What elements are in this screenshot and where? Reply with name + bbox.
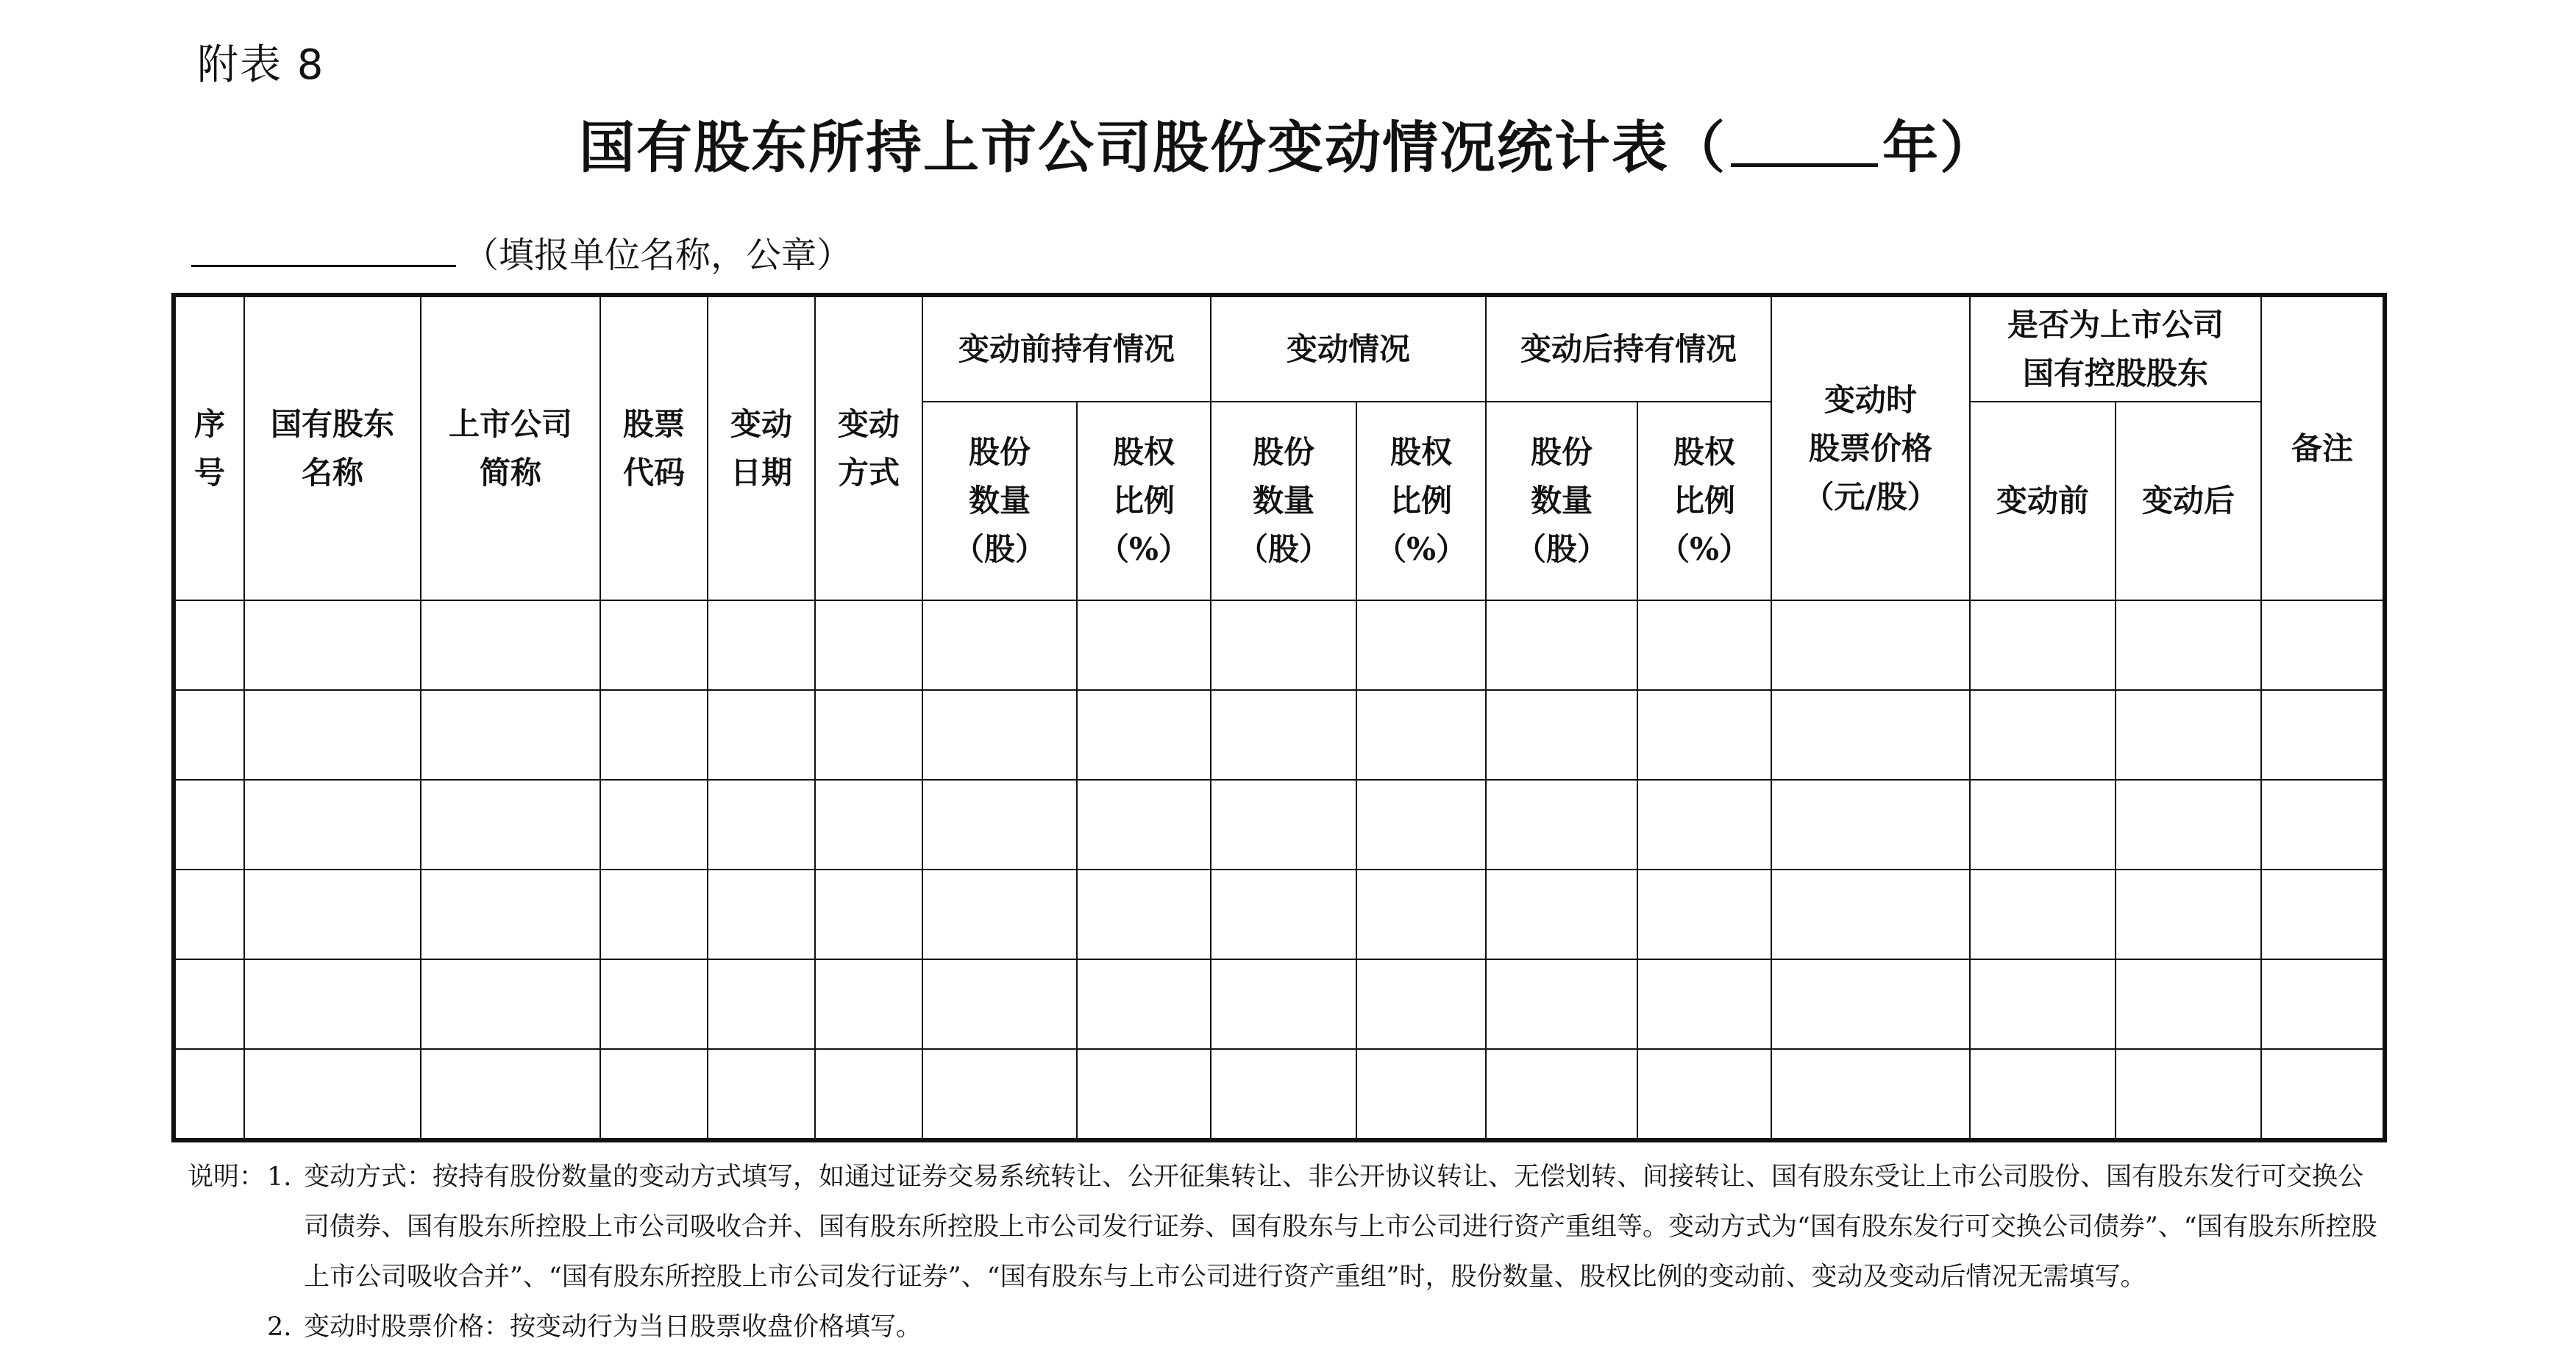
table-cell[interactable] [2261, 780, 2385, 870]
header-before-shares: 股份 数量 （股） [922, 402, 1077, 600]
table-cell[interactable] [1486, 1049, 1637, 1140]
table-row [174, 780, 2385, 870]
table-cell[interactable] [2116, 780, 2261, 870]
table-cell[interactable] [1211, 600, 1356, 690]
table-cell[interactable] [2261, 690, 2385, 780]
table-cell[interactable] [1771, 870, 1970, 959]
header-after-shares: 股份 数量 （股） [1486, 402, 1637, 600]
title-suffix: 年） [1882, 115, 1997, 180]
table-cell[interactable] [1970, 959, 2116, 1049]
filing-unit-line [191, 227, 852, 277]
table-cell[interactable] [708, 870, 815, 959]
table-cell[interactable] [600, 690, 708, 780]
title-prefix: 国有股东所持上市公司股份变动情况统计表（ [579, 115, 1726, 180]
table-cell[interactable] [922, 1049, 1077, 1140]
table-cell[interactable] [1077, 600, 1211, 690]
table-cell[interactable] [1077, 1049, 1211, 1140]
header-change-method: 变动 方式 [815, 295, 922, 600]
table-cell[interactable] [1970, 600, 2116, 690]
table-cell[interactable] [1211, 690, 1356, 780]
table-cell[interactable] [1637, 600, 1771, 690]
page-title [0, 103, 2576, 183]
table-cell[interactable] [1356, 1049, 1486, 1140]
table-body [174, 600, 2385, 1140]
note-item [188, 1152, 2380, 1302]
table-cell[interactable] [2116, 959, 2261, 1049]
note-text: 变动方式：按持有股份数量的变动方式填写，如通过证券交易系统转让、公开征集转让、非公开协议转让、无偿划转、间接转让、国有股东受让上市公司股份、国有股东发行可交换公司债券、国有股东所控股上市公司吸收合并、国有股东所控股上市公司发行证券、国有股东与上市公司进行资产重组等。变动方式为“国有股东发行可交换公司债券”、“国有股东所控股上市公司吸收合并”、“国有股东所控股上市公司发行证券”、“国有股东与上市公司进行资产重组”时，股份数量、股权比例的变动前、变动及变动后情况无需填写。 [304, 1162, 2377, 1292]
table-cell[interactable] [2116, 690, 2261, 780]
table-cell[interactable] [421, 959, 600, 1049]
table-cell[interactable] [174, 870, 244, 959]
table-cell[interactable] [1771, 780, 1970, 870]
header-stock-price: 变动时 股票价格 （元/股） [1771, 295, 1970, 600]
filing-unit-blank [191, 235, 456, 267]
table-cell[interactable] [1637, 959, 1771, 1049]
table-cell[interactable] [600, 600, 708, 690]
table-cell[interactable] [244, 959, 421, 1049]
table-row [174, 870, 2385, 959]
table-cell[interactable] [2116, 600, 2261, 690]
table-cell[interactable] [421, 870, 600, 959]
table-cell[interactable] [600, 870, 708, 959]
header-before-holding: 变动前持有情况 [922, 295, 1211, 402]
table-cell[interactable] [1356, 600, 1486, 690]
table-cell[interactable] [1211, 1049, 1356, 1140]
table-cell[interactable] [1486, 870, 1637, 959]
note-number: 2. [267, 1312, 292, 1342]
table-cell[interactable] [815, 780, 922, 870]
table-cell[interactable] [600, 780, 708, 870]
header-after-ratio: 股权 比例 （%） [1637, 402, 1771, 600]
header-change-date: 变动 日期 [708, 295, 815, 600]
table-cell[interactable] [708, 1049, 815, 1140]
table-cell[interactable] [1637, 1049, 1771, 1140]
table-cell[interactable] [1077, 780, 1211, 870]
table-cell[interactable] [2261, 1049, 2385, 1140]
table-cell[interactable] [2261, 870, 2385, 959]
table-cell[interactable] [1970, 780, 2116, 870]
table-cell[interactable] [922, 959, 1077, 1049]
table-cell[interactable] [1771, 1049, 1970, 1140]
table-row [174, 959, 2385, 1049]
table-cell[interactable] [708, 959, 815, 1049]
table-cell[interactable] [815, 870, 922, 959]
table-cell[interactable] [708, 690, 815, 780]
table-cell[interactable] [1486, 959, 1637, 1049]
filing-unit-label: （填报单位名称，公章） [463, 235, 853, 276]
table-cell[interactable] [174, 600, 244, 690]
table-row [174, 690, 2385, 780]
header-after-holding: 变动后持有情况 [1486, 295, 1771, 402]
table-cell[interactable] [1771, 600, 1970, 690]
table-cell[interactable] [1211, 870, 1356, 959]
table-cell[interactable] [1356, 870, 1486, 959]
table-cell[interactable] [174, 780, 244, 870]
table-cell[interactable] [174, 690, 244, 780]
header-controlling-before: 变动前 [1970, 402, 2116, 600]
table-cell[interactable] [2261, 600, 2385, 690]
table-cell[interactable] [922, 690, 1077, 780]
note-text: 变动时股票价格：按变动行为当日股票收盘价格填写。 [304, 1312, 922, 1342]
table-cell[interactable] [244, 600, 421, 690]
table-cell[interactable] [1771, 959, 1970, 1049]
table-cell[interactable] [174, 959, 244, 1049]
header-company-abbr: 上市公司 简称 [421, 295, 600, 600]
table-cell[interactable] [600, 1049, 708, 1140]
table-cell[interactable] [1356, 780, 1486, 870]
table-cell[interactable] [708, 600, 815, 690]
appendix-label: 附表 8 [197, 41, 325, 89]
table-cell[interactable] [244, 870, 421, 959]
table-cell[interactable] [922, 780, 1077, 870]
table-cell[interactable] [421, 780, 600, 870]
table-cell[interactable] [922, 870, 1077, 959]
header-seq: 序 号 [174, 295, 244, 600]
table-cell[interactable] [2261, 959, 2385, 1049]
table-cell[interactable] [815, 959, 922, 1049]
header-controlling-after: 变动后 [2116, 402, 2261, 600]
table-cell[interactable] [815, 600, 922, 690]
table-cell[interactable] [1486, 780, 1637, 870]
header-stock-code: 股票 代码 [600, 295, 708, 600]
table-cell[interactable] [708, 780, 815, 870]
table-cell[interactable] [1077, 870, 1211, 959]
table-cell[interactable] [2116, 1049, 2261, 1140]
note-number: 1. [267, 1162, 292, 1192]
table-cell[interactable] [174, 1049, 244, 1140]
table-cell[interactable] [244, 780, 421, 870]
header-change-shares: 股份 数量 （股） [1211, 402, 1356, 600]
header-shareholder-name: 国有股东 名称 [244, 295, 421, 600]
notes-lead: 说明： [188, 1162, 266, 1192]
table-cell[interactable] [1211, 780, 1356, 870]
table-cell[interactable] [1211, 959, 1356, 1049]
header-change: 变动情况 [1211, 295, 1486, 402]
header-remarks: 备注 [2261, 295, 2385, 600]
table-cell[interactable] [1970, 690, 2116, 780]
table-cell[interactable] [1356, 959, 1486, 1049]
table-cell[interactable] [1486, 690, 1637, 780]
table-cell[interactable] [1077, 959, 1211, 1049]
statistics-table [171, 293, 2387, 1142]
table-cell[interactable] [815, 1049, 922, 1140]
table-cell[interactable] [1486, 600, 1637, 690]
table-cell[interactable] [2116, 870, 2261, 959]
table-cell[interactable] [1077, 690, 1211, 780]
table-cell[interactable] [244, 690, 421, 780]
header-controlling-shareholder: 是否为上市公司 国有控股股东 [1970, 295, 2261, 402]
table-cell[interactable] [1970, 870, 2116, 959]
table-cell[interactable] [815, 690, 922, 780]
header-change-ratio: 股权 比例 （%） [1356, 402, 1486, 600]
table-cell[interactable] [1637, 690, 1771, 780]
header-before-ratio: 股权 比例 （%） [1077, 402, 1211, 600]
table-cell[interactable] [244, 1049, 421, 1140]
year-blank [1731, 122, 1878, 167]
table-cell[interactable] [1356, 690, 1486, 780]
note-item [188, 1302, 2380, 1352]
table-cell[interactable] [1771, 690, 1970, 780]
table-cell[interactable] [922, 600, 1077, 690]
table-row [174, 600, 2385, 690]
table-cell[interactable] [421, 690, 600, 780]
table-cell[interactable] [1970, 1049, 2116, 1140]
table-row [174, 1049, 2385, 1140]
notes-section [188, 1152, 2380, 1352]
table-cell[interactable] [600, 959, 708, 1049]
table-cell[interactable] [1637, 870, 1771, 959]
table-cell[interactable] [421, 1049, 600, 1140]
table-cell[interactable] [421, 600, 600, 690]
table-cell[interactable] [1637, 780, 1771, 870]
